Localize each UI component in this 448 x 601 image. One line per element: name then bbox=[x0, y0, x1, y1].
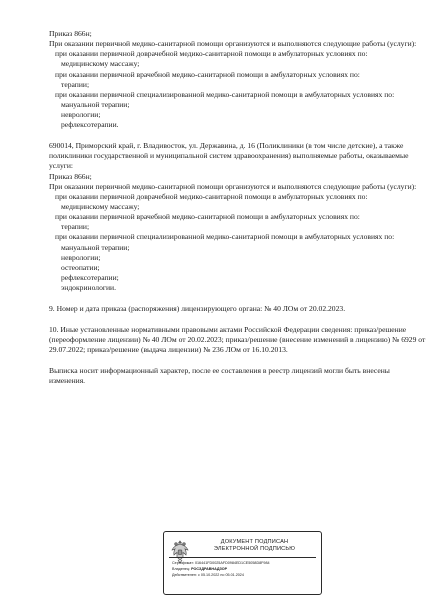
works-list bbox=[49, 192, 427, 294]
list-subitem: терапии; bbox=[61, 222, 90, 232]
list-subitem: медицинскому массажу; bbox=[61, 202, 140, 211]
order-reference: Приказ 866н; bbox=[49, 171, 92, 181]
owner-value: РОСЗДРАВНАДЗОР bbox=[191, 567, 228, 572]
list-subitem: мануальной терапии; bbox=[61, 100, 130, 110]
list-item: при оказании первичной специализированной медико-санитарной помощи в амбулаторных условиях по: bbox=[55, 89, 395, 99]
list-item: при оказании первичной специализированной медико-санитарной помощи в амбулаторных условиях по: bbox=[55, 232, 395, 242]
block-1 bbox=[49, 29, 427, 131]
list-subitem: неврологии; bbox=[61, 110, 101, 120]
owner-label: Владелец: bbox=[172, 567, 191, 572]
list-item: при оказании первичной доврачебной медико-санитарной помощи в амбулаторных условиях по: bbox=[55, 49, 368, 59]
stamp-details bbox=[172, 560, 320, 579]
certificate-value: 016441FD0025AFD0984ED1CE5058D8F984 bbox=[194, 561, 270, 565]
list-item: при оказании первичной доврачебной медико-санитарной помощи в амбулаторных условиях по: bbox=[55, 191, 368, 201]
list-item: при оказании первичной врачебной медико-санитарной помощи в амбулаторных условиях по: bbox=[55, 212, 360, 222]
validity-value: с 05.10.2022 по 05.01.2024 bbox=[198, 573, 244, 578]
list-subitem: эндокринологии. bbox=[61, 283, 117, 293]
list-subitem: рефлексотерапии. bbox=[61, 120, 119, 130]
footer-note: Выписка носит информационный характер, после ее составления в реестр лицензий могли быть внесены изменения. bbox=[49, 365, 390, 385]
list-subitem: рефлексотерапии; bbox=[61, 273, 119, 283]
works-intro: При оказании первичной медико-санитарной помощи организуются и выполняются следующие работы (услуги): bbox=[49, 39, 417, 49]
list-subitem: неврологии; bbox=[61, 252, 101, 262]
list-item: при оказании первичной врачебной медико-санитарной помощи в амбулаторных условиях по: bbox=[55, 69, 360, 79]
stamp-title-line-1: ДОКУМЕНТ ПОДПИСАН bbox=[220, 539, 289, 545]
address-paragraph: 690014, Приморский край, г. Владивосток, ул. Державина, д. 16 (Поликлиники (в том числе детские), а также поликлиники государственной и муниципальной систем здравоохранения) выполняемые работы, оказываемые услуги: bbox=[49, 141, 409, 171]
spacer bbox=[49, 314, 427, 325]
validity-row bbox=[172, 572, 320, 578]
works-list bbox=[49, 49, 427, 130]
license-extract-text bbox=[49, 29, 427, 386]
validity-label: Действителен: bbox=[172, 573, 197, 578]
list-subitem: остеопатии; bbox=[61, 262, 100, 272]
spacer bbox=[49, 293, 427, 304]
section-10: 10. Иные установленные нормативными правовыми актами Российской Федерации сведения: приказ/решение (переоформление лицензии) № 40 ЛОм от 20.02.2023; приказ/решение (внесение изменений в лицензию) № 6929 от 29.07.2022; приказ/решение (выдача лицензии) № 236 ЛОм от 16.10.2013. bbox=[49, 324, 426, 354]
spacer bbox=[49, 131, 427, 142]
stamp-title-line-2: ЭЛЕКТРОННОЙ ПОДПИСЬЮ bbox=[213, 546, 296, 552]
works-intro: При оказании первичной медико-санитарной помощи организуются и выполняются следующие работы (услуги): bbox=[49, 181, 417, 191]
spacer bbox=[49, 355, 427, 366]
order-reference: Приказ 866н; bbox=[49, 29, 92, 38]
list-subitem: мануальной терапии; bbox=[61, 242, 130, 252]
block-2 bbox=[49, 141, 427, 293]
list-subitem: терапии; bbox=[61, 79, 90, 89]
certificate-label: Сертификат: bbox=[172, 561, 194, 565]
electronic-signature-stamp bbox=[163, 531, 322, 595]
list-subitem: медицинскому массажу; bbox=[61, 59, 140, 69]
stamp-divider bbox=[169, 557, 316, 558]
section-9: 9. Номер и дата приказа (распоряжения) лицензирующего органа: № 40 ЛОм от 20.02.2023. bbox=[49, 303, 346, 313]
stamp-title bbox=[192, 539, 317, 553]
